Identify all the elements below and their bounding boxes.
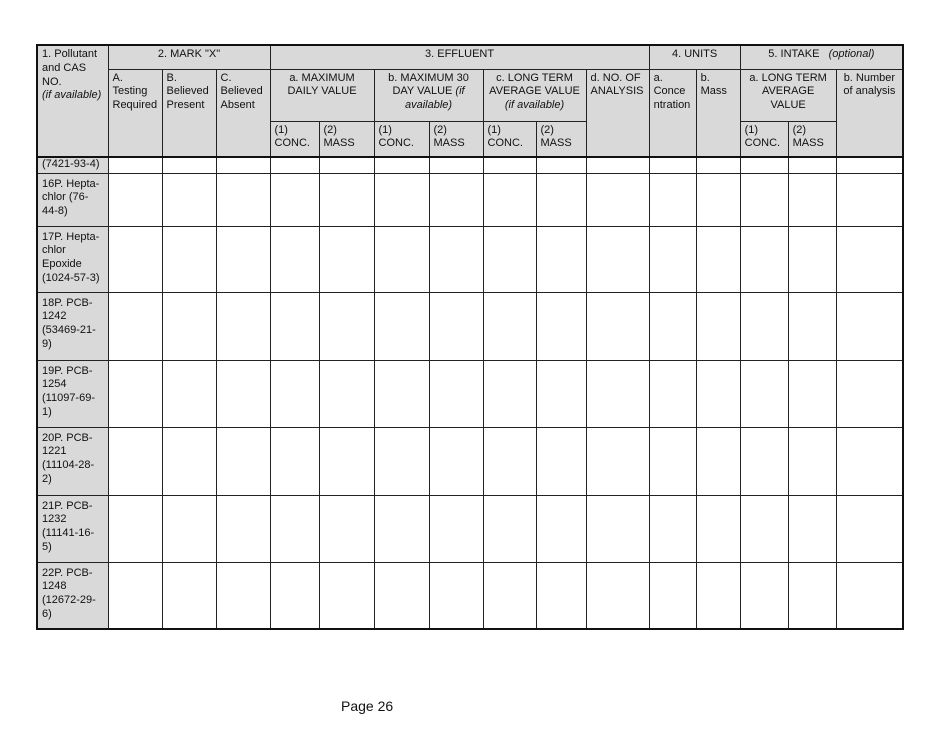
cell[interactable] [270, 292, 319, 360]
cell[interactable] [108, 360, 162, 427]
cell[interactable] [788, 495, 836, 562]
cell[interactable] [788, 562, 836, 629]
cell[interactable] [483, 360, 536, 427]
cell[interactable] [696, 562, 740, 629]
cell[interactable] [649, 226, 696, 292]
cell[interactable] [162, 360, 216, 427]
header-mark-b: B. Believed Present [162, 69, 216, 157]
header-eff-c-note: (if available) [504, 99, 565, 111]
header-eff-a-mass: (2) MASS [319, 121, 374, 157]
cell[interactable] [649, 360, 696, 427]
header-pollutant [37, 45, 108, 157]
header-intake-note: (optional) [828, 48, 875, 60]
pollutant-name: 18P. PCB-1242 (53469-21-9) [37, 292, 108, 360]
header-eff-a: a. MAXIMUM DAILY VALUE [270, 69, 374, 121]
pollutant-name: (7421-93-4) [37, 157, 108, 173]
cell[interactable] [374, 292, 429, 360]
cell[interactable] [162, 495, 216, 562]
cell[interactable] [696, 173, 740, 226]
cell[interactable] [319, 495, 374, 562]
cell[interactable] [536, 173, 586, 226]
cell[interactable] [788, 157, 836, 173]
cell[interactable] [586, 495, 649, 562]
cell[interactable] [740, 157, 788, 173]
header-eff-b-note: (if available) [404, 85, 465, 111]
header-eff-c-conc: (1) CONC. [483, 121, 536, 157]
cell[interactable] [740, 427, 788, 495]
cell[interactable] [108, 292, 162, 360]
cell[interactable] [429, 427, 483, 495]
cell[interactable] [536, 226, 586, 292]
header-eff-c-mass: (2) MASS [536, 121, 586, 157]
cell[interactable] [483, 226, 536, 292]
cell[interactable] [788, 226, 836, 292]
pollutant-name: 21P. PCB-1232 (11141-16-5) [37, 495, 108, 562]
cell[interactable] [374, 495, 429, 562]
cell[interactable] [586, 562, 649, 629]
cell[interactable] [319, 292, 374, 360]
cell[interactable] [649, 157, 696, 173]
table-row [37, 562, 903, 629]
header-intake-a-mass: (2) MASS [788, 121, 836, 157]
cell[interactable] [319, 562, 374, 629]
cell[interactable] [788, 427, 836, 495]
cell[interactable] [319, 173, 374, 226]
pollutant-name: 16P. Hepta-chlor (76-44-8) [37, 173, 108, 226]
cell[interactable] [429, 495, 483, 562]
cell[interactable] [788, 292, 836, 360]
cell[interactable] [429, 226, 483, 292]
header-eff-c [483, 69, 586, 121]
cell[interactable] [319, 360, 374, 427]
cell[interactable] [429, 360, 483, 427]
cell[interactable] [270, 495, 319, 562]
cell[interactable] [216, 226, 270, 292]
cell[interactable] [108, 226, 162, 292]
cell[interactable] [216, 360, 270, 427]
cell[interactable] [836, 226, 903, 292]
cell[interactable] [374, 226, 429, 292]
cell[interactable] [536, 562, 586, 629]
cell[interactable] [836, 173, 903, 226]
header-eff-c-label: c. LONG TERM AVERAGE VALUE [489, 71, 580, 98]
pollutant-name: 22P. PCB-1248 (12672-29-6) [37, 562, 108, 629]
cell[interactable] [536, 157, 586, 173]
cell[interactable] [696, 495, 740, 562]
cell[interactable] [270, 427, 319, 495]
cell[interactable] [649, 292, 696, 360]
header-eff-b-conc: (1) CONC. [374, 121, 429, 157]
header-units: 4. UNITS [649, 45, 740, 69]
cell[interactable] [108, 173, 162, 226]
cell[interactable] [836, 562, 903, 629]
cell[interactable] [162, 173, 216, 226]
cell[interactable] [319, 427, 374, 495]
cell[interactable] [429, 173, 483, 226]
pollutant-name: 19P. PCB-1254 (11097-69-1) [37, 360, 108, 427]
page-number: Page 26 [341, 698, 394, 714]
cell[interactable] [216, 495, 270, 562]
cell[interactable] [270, 360, 319, 427]
cell[interactable] [788, 360, 836, 427]
header-effluent: 3. EFFLUENT [270, 45, 649, 69]
cell[interactable] [586, 360, 649, 427]
cell[interactable] [483, 562, 536, 629]
cell[interactable] [536, 292, 586, 360]
cell[interactable] [696, 292, 740, 360]
cell[interactable] [649, 427, 696, 495]
cell[interactable] [649, 562, 696, 629]
cell[interactable] [270, 157, 319, 173]
cell[interactable] [740, 226, 788, 292]
cell[interactable] [836, 495, 903, 562]
table-row [37, 226, 903, 292]
header-mark: 2. MARK "X" [108, 45, 270, 69]
cell[interactable] [836, 157, 903, 173]
header-eff-b-mass: (2) MASS [429, 121, 483, 157]
header-eff-d: d. NO. OF ANALYSIS [586, 69, 649, 157]
cell[interactable] [536, 427, 586, 495]
cell[interactable] [586, 427, 649, 495]
table-row [37, 157, 903, 173]
cell[interactable] [649, 173, 696, 226]
cell[interactable] [836, 360, 903, 427]
table-row [37, 173, 903, 226]
cell[interactable] [216, 562, 270, 629]
cell[interactable] [374, 157, 429, 173]
table-row [37, 495, 903, 562]
cell[interactable] [536, 495, 586, 562]
cell[interactable] [374, 562, 429, 629]
cell[interactable] [270, 173, 319, 226]
cell[interactable] [216, 427, 270, 495]
header-eff-a-conc: (1) CONC. [270, 121, 319, 157]
header-intake-label: 5. INTAKE [768, 48, 820, 60]
cell[interactable] [270, 562, 319, 629]
header-units-b: b. Mass [696, 69, 740, 157]
cell[interactable] [483, 427, 536, 495]
pollutant-effluent-table [36, 44, 904, 630]
cell[interactable] [216, 292, 270, 360]
header-intake [740, 45, 903, 69]
cell[interactable] [649, 495, 696, 562]
cell[interactable] [374, 173, 429, 226]
header-eff-b [374, 69, 483, 121]
header-intake-a: a. LONG TERM AVERAGE VALUE [740, 69, 836, 121]
cell[interactable] [836, 427, 903, 495]
pollutant-name: 20P. PCB-1221 (11104-28-2) [37, 427, 108, 495]
header-mark-a: A. Testing Required [108, 69, 162, 157]
cell[interactable] [483, 495, 536, 562]
cell[interactable] [108, 562, 162, 629]
cell[interactable] [216, 173, 270, 226]
header-pollutant-note: (if available) [42, 89, 102, 102]
cell[interactable] [374, 427, 429, 495]
cell[interactable] [108, 427, 162, 495]
header-eff-b-label: b. MAXIMUM 30 DAY VALUE [388, 71, 469, 98]
cell[interactable] [162, 157, 216, 173]
cell[interactable] [162, 226, 216, 292]
cell[interactable] [536, 360, 586, 427]
table-row [37, 360, 903, 427]
cell[interactable] [429, 562, 483, 629]
cell[interactable] [836, 292, 903, 360]
header-units-a: a. Conce ntration [649, 69, 696, 157]
header-intake-b: b. Number of analysis [836, 69, 903, 157]
header-mark-c: C. Believed Absent [216, 69, 270, 157]
cell[interactable] [740, 292, 788, 360]
cell[interactable] [483, 173, 536, 226]
cell[interactable] [696, 226, 740, 292]
cell[interactable] [162, 427, 216, 495]
cell[interactable] [696, 157, 740, 173]
cell[interactable] [429, 292, 483, 360]
cell[interactable] [740, 495, 788, 562]
cell[interactable] [740, 562, 788, 629]
cell[interactable] [740, 173, 788, 226]
cell[interactable] [108, 157, 162, 173]
cell[interactable] [696, 427, 740, 495]
cell[interactable] [162, 562, 216, 629]
cell[interactable] [586, 226, 649, 292]
cell[interactable] [740, 360, 788, 427]
header-pollutant-label: 1. Pollutant and CAS NO. [42, 48, 98, 88]
table-row [37, 427, 903, 495]
table-row [37, 292, 903, 360]
cell[interactable] [374, 360, 429, 427]
cell[interactable] [586, 173, 649, 226]
cell[interactable] [162, 292, 216, 360]
cell[interactable] [319, 157, 374, 173]
cell[interactable] [270, 226, 319, 292]
cell[interactable] [696, 360, 740, 427]
cell[interactable] [483, 292, 536, 360]
cell[interactable] [483, 157, 536, 173]
cell[interactable] [429, 157, 483, 173]
cell[interactable] [788, 173, 836, 226]
pollutant-name: 17P. Hepta-chlor Epoxide (1024-57-3) [37, 226, 108, 292]
cell[interactable] [216, 157, 270, 173]
header-intake-a-conc: (1) CONC. [740, 121, 788, 157]
cell[interactable] [586, 292, 649, 360]
cell[interactable] [319, 226, 374, 292]
cell[interactable] [586, 157, 649, 173]
cell[interactable] [108, 495, 162, 562]
